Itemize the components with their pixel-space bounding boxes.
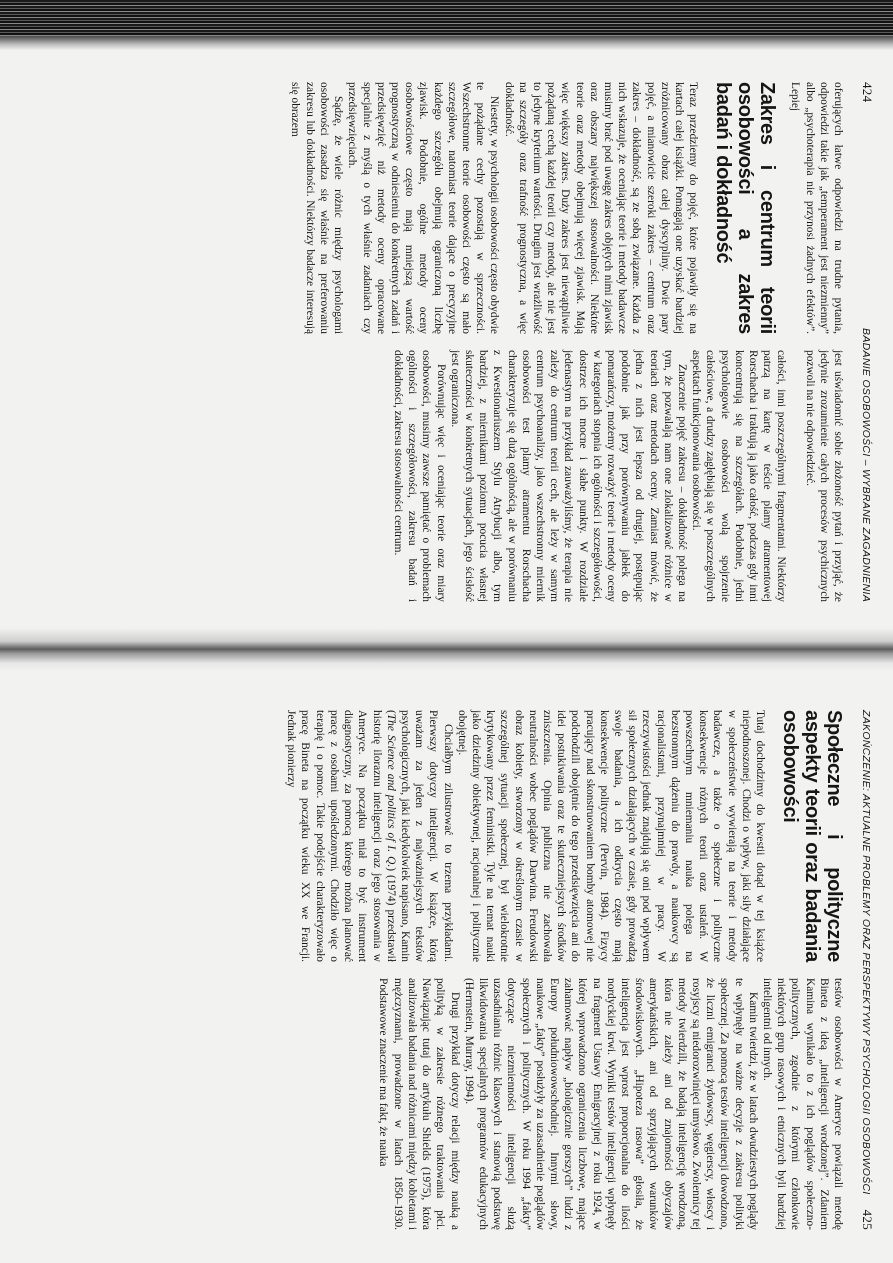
paragraph: Tutaj dochodzimy do kwestii dotąd w tej książce niepodnoszonej. Chodzi o wpływ, jaki siły działające w społeczeństwie wywierają na teorie i metody badawcze, a także o społeczne i polityczne konsekwencje różnych teorii oraz ustaleń. W powszechnym mniemaniu nauka polega na bezstronnym dążeniu do prawdy, a naukowcy są racjonalistami, przynajmniej w pracy. W rzeczywistości jednak znajdują się oni pod wpływem sił społecznych działających w czasie, gdy prowadzą swoje badania, a ich odkrycia często mają konsekwencje polityczne (Pervin, 1984). Fizycy pracujący nad skonstruowaniem bomby atomowej nie podchodzili obojętnie do tego przedsięwzięcia ani do idei postukiwania oraz te skuteczniejszych środków zniszczenia. Opinia publiczna nie zachowała neutralności wobec poglądów Darwina. Freudowski obraz kobiety, stworzony w określonym czasie w szczególnej sytuacji społecznej, był wielokrotnie krytykowany przez feministki. Tyle na temat nauki jako dziedziny obiektywnej, racjonalnej i politycznie obojętnej.	[455, 710, 766, 962]
scan-edge-dark	[0, 0, 893, 36]
paragraph: Sądzę, że wiele różnic między psychologami osobowości zasadza się właśnie na preferowaniu zakresu lub dokładności. Niektórzy badacze interesują się obrazem	[289, 82, 345, 334]
paragraph	[284, 710, 454, 962]
page-424	[0, 62, 893, 622]
paragraph: Drugi przykład dotyczy relacji między nauką a polityką w zakresie różnego traktowania płci. Nawiązując tutaj do artykułu Shields (1975), która analizowała badania nad różnicami między kobietami i mężczyznami, prowadzone w latach 1850–1930. Podstawowe znaczenie ma fakt, że nauka	[377, 978, 461, 1230]
text-run: ) (1974) przedstawił historię iloraznu inteligencji oraz jego stosowania w Ameryce. Na początku miał to być instrument diagnostyczny, za pomocą którego można planować pracę z osobami upośledzonymi. Chodziło więc o terapię i o pomoc. Takie podejście charakteryzowało pracę Bineta na początku wieku XX we Francji. Jednak pionierzy	[285, 710, 397, 962]
paragraph: Niestety, w psychologii osobowości często obydwie te pożądane cechy pozostają w sprzeczności. Wszechstronne teorie osobowości często są mało szczegółowe, natomiast teorie dające o precyzyjne każdego szczegółu obejmują ograniczoną liczbę zjawisk. Podobnie, ogólne metody oceny osobowościowe często mają mniejszą wartość prognostyczną w odniesieniu do konkretnych zadań i przedsięwzięć niż metody oceny opracowane specjalnie z myślą o tych właśnie zadaniach czy przedsięwzięciach.	[346, 82, 501, 334]
paragraph: testów osobowości w Ameryce powiązali metodę Bineta z ideą „inteligencji wrodzonej”. Zdaniem Kamina wynikało to z ich poglądów społeczno-politycznych, zgodnie z którymi członkowie niektórych grup rasowych i etnicznych byli bardziej inteligentni od innych.	[760, 978, 844, 1230]
running-head	[859, 710, 875, 1230]
text-run: Chciałbym zilustrować to trzema przykładami. Pierwszy dotyczy inteligencji. W książce, którą uważam za jeden z najważniejszych tekstów psychologicznych, jaki kiedykolwiek napisano, Kamin (	[384, 710, 454, 962]
page-number: 424	[860, 82, 875, 103]
paragraph: oferujących łatwe odpowiedzi na trudne pytania, odpowiedzi takie jak „temperament jest niezmienny” albo „psychoterapia nie przynosi żadnych efektów”. Lepiej	[789, 82, 844, 334]
paragraph: Znaczenie pojęć zakresu – dokładność polega na tym, że pozwalają nam one zlokalizować różnice w teoriach oraz metodach oceny. Zamiast mówić, że jedna z nich jest lepsza od drugiej, postępując podobnie jak przy porównywaniu jabłek do pomarańczy, możemy rozważyć teorie i metody oceny w kategoriach stopnia ich ogólności i szczegółowości, dostrzec ich mocne i słabe punkty. W rozdziale jedenastym na przykład zauważyliśmy, że terapia nie zależy do centrum teorii cech, ale leży w samym centrum psychoanalizy, jako wszechstronny miernik osobowości test plamy atramentu Rorschacha charakteryzuje się dużą ogólnością, ale w porównaniu z Kwestionariuszem Stylu Atrybucji albo, tym bardziej, z miernikami poziomu pocucia własnej skuteczności w konkretnych sytuacjach, jego ścisłość jest ograniczona.	[448, 350, 688, 602]
running-head-title: BADANIE OSOBOWOŚCI – WYBRANE ZAGADNIENIA	[860, 328, 872, 602]
page-424-region	[0, 62, 893, 622]
column-right	[288, 350, 845, 602]
column-left	[288, 82, 845, 334]
paragraph: Kamin twierdzi, że w latach dwudziestych poglądy te wpłynęły na ważne decyzje z zakresu polityki społecznej. Za pomocą testów inteligencji dowodzono, że liczni emigranci żydowscy, węgierscy, włoscy i rosyjscy są niedorozwinięci umysłowo. Zwolennicy tej metody twierdzili, że badają inteligencję wrodzoną, która nie zależy ani od znajomości obyczajów amerykańskich, ani od sprzyjających warunków środowiskowych. „Hipoteza rasowa” głosiła, że inteligencja jest wprost proporcjonalna do ilości nordyckiej krwi. Wyniki testów inteligencji wpłynęły na fragment Ustawy Emigracyjnej z roku 1924, w której wprowadzono ograniczenia liczbowe, mające zahamować napływ „biologicznie gorszych” ludzi z Europy południowowschodniej. Innymi słowy, naukowe „fakty” posłużyły za uzasadnienie poglądów społecznych i politycznych. W roku 1994 „fakty” dotyczące niezmienności inteligencji służą uzasadnianiu różnic klasowych i stanowią podstawę likwidowania specjalnych programów edukacyjnych (Herrnstein, Murray, 1994).	[462, 978, 759, 1230]
paragraph: Porównując więc i oceniając teorie oraz miary osobowości, musimy zawsze pamiętać o problemach ogólności i szczegółowości, zakresu badań i dokładności, zakresu stosowalności centrum.	[391, 350, 447, 602]
column-left	[284, 710, 845, 962]
scan-edge-shadow	[0, 36, 893, 50]
column-right	[284, 978, 845, 1230]
book-fold-shadow	[0, 628, 893, 672]
paragraph: całości, inni poszczególnymi fragmentami. Niektórzy patrzą na kartę w teście plamy atramentowej Rorschacha i traktują ją jako całość, podczas gdy inni koncentrują się na szczegółach. Podobnie, jedni psychologowie osobowości wolą spojrzenie całościowe, a drudzy zagłębiają się w poszczególnych aspektach funkcjonowania osobowości.	[690, 350, 788, 602]
section-heading: Zakres i centrum teorii osobowości a zakres badań i dokładność	[712, 82, 779, 334]
page-425-region	[0, 690, 893, 1250]
running-head	[859, 82, 875, 602]
page-number: 425	[860, 1209, 875, 1230]
page-425	[0, 690, 893, 1250]
section-heading: Społeczne i polityczne aspekty teorii oraz badania osobowości	[779, 710, 845, 962]
book-title: The Science and politics of I. Q.	[384, 713, 397, 868]
paragraph: jest uświadomić sobie złożoność pytań i przyjąć, że jedynie zrozumienie całych procesów psychicznych pozwoli na nie odpowiedzieć.	[803, 350, 844, 602]
paragraph: Teraz przedziemy do pojęć, które pojawiły się na kartach całej książki. Pomagają one uzyskać bardziej zróżnicowany obraz całej dyscypliny. Dwie pary pojęć, a mianowicie szeroki zakres – centrum oraz zakres – dokładność, są ze sobą związane. Każda z nich wskazuje, że oceniając teorie i metody badawcze musimy brać pod uwagę zakres objętych nimi zjawisk oraz obszary największej stosowalności. Niektóre teorie oraz metody obejmują więcej zjawisk. Mają więc większy zakres. Duży zakres jest niewątpliwie pożądaną cechą każdej teorii czy metody, ale nie jest to jedyne kryterium wartości. Drugim jest wrażliwość na szczegóły oraz trafność prognostyczna, a więc dokładność.	[502, 82, 700, 334]
running-head-title: ZAKOŃCZENIE: AKTUALNE PROBLEMY ORAZ PERSPEKTYWY PSYCHOLOGII OSOBOWOŚCI	[860, 710, 872, 1195]
